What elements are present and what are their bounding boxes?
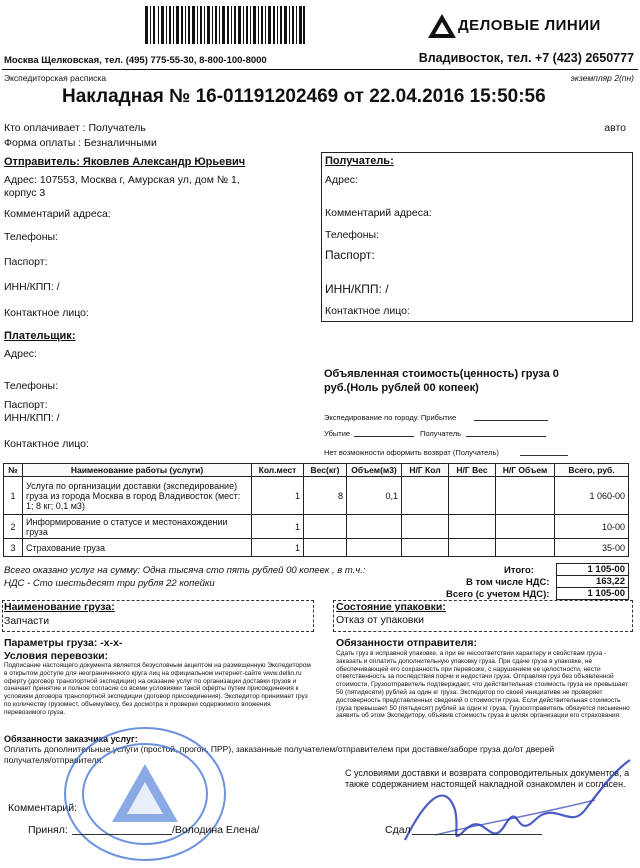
copy-note: экземпляр 2(пн) bbox=[570, 73, 634, 83]
payment-form: Форма оплаты : Безналичными bbox=[4, 137, 157, 149]
sender-inn: ИНН/КПП: / bbox=[4, 281, 60, 293]
services-table bbox=[3, 463, 629, 557]
recipient-passport: Паспорт: bbox=[325, 248, 375, 262]
transport-type: авто bbox=[604, 122, 626, 134]
payer-phones: Телефоны: bbox=[4, 380, 59, 392]
packaging-heading: Состояние упаковки: bbox=[336, 601, 446, 613]
origin-office: Москва Щелковская, тел. (495) 775-55-30, 8-800-100-8000 bbox=[4, 55, 267, 66]
recipient-heading: Получатель: bbox=[325, 155, 394, 167]
brand-name: ДЕЛОВЫЕ ЛИНИИ bbox=[458, 17, 601, 34]
client-duties-text: Оплатить дополнительные услуги (простой, прогон, ПРР), заказанные получателем/отправителем при доставке/заборе груза до/от дверей получателя/отправителя. bbox=[4, 744, 555, 765]
itogo-label: Итого: bbox=[504, 565, 534, 576]
recipient-address: Адрес: bbox=[325, 174, 358, 186]
col-header-ng-volume: Н/Г Объем bbox=[496, 464, 555, 477]
transport-conditions-text: Подписание настоящего документа является безусловным акцептом на размещенную Экспедитором в открытом доступе для неограниченного круга лиц на официальном интернет-сайте www.dellin.ru оферту (договор транспортной экспедиции) на оказание услуг по организации доставки грузов и означает принятие и полное согласие со всеми условиями такой оферты путем присоединения к условиям договора транспортной экспедиции (договор присоединения). Экспедитор принимает груз по количеству грузомест, объему/весу, без досмотра и проверки содержимого вложения перевозимого груза. bbox=[4, 662, 311, 716]
vat-in-words: НДС - Сто шестьдесят три рубля 22 копейки bbox=[4, 578, 215, 589]
sender-address: Адрес: 107553, Москва г, Амурская ул, дом № 1, корпус 3 bbox=[4, 174, 240, 199]
vat-value: 163,22 bbox=[556, 575, 629, 588]
col-header-weight: Вес(кг) bbox=[304, 464, 347, 477]
payer-inn: ИНН/КПП: / bbox=[4, 412, 60, 424]
col-header-ng-count: Н/Г Кол bbox=[402, 464, 449, 477]
sender-heading: Отправитель: Яковлев Александр Юрьевич bbox=[4, 156, 246, 168]
grand-total-label: Всего (с учетом НДС): bbox=[446, 589, 550, 600]
vat-label: В том числе НДС: bbox=[466, 577, 550, 588]
sender-contact: Контактное лицо: bbox=[4, 307, 89, 319]
payer-contact: Контактное лицо: bbox=[4, 438, 89, 450]
recipient-contact: Контактное лицо: bbox=[325, 305, 410, 317]
company-logo bbox=[428, 12, 638, 40]
departure-label: Убытие bbox=[324, 429, 351, 438]
table-header-row bbox=[4, 464, 629, 477]
departure-line bbox=[354, 436, 414, 437]
sender-duties-text: Сдать груз в исправной упаковке, а при ее несоответствии характеру и свойствам груза - заказать и оплатить дополнительную упаковку груза. При сдаче груза в упаковке, не обеспечивающей его сохранность при перевозке, с нарушением ее целостности, нести ответственность за последствия порчи и недостачи груза. Отправляя груз без объявленной стоимости, Грузоотправитель подтверждает, что действительная стоимость груза не превышает 50 (пятидесяти) рублей за один кг груза. Экспедитор по своей инициативе не проверяет достоверность представленных сведений о стоимости груза. Если действительная стоимость груза превышает 50 (пятьдесят) рублей за один кг груза, Грузоотправитель обязуется письменно заявить об этом Экспедитору, объявив стоимость груза в целях организации его страхования. bbox=[336, 650, 630, 720]
header-rule bbox=[2, 69, 638, 70]
col-header-places: Кол.мест bbox=[252, 464, 304, 477]
col-header-ng-weight: Н/Г Вес bbox=[449, 464, 496, 477]
barcode bbox=[145, 6, 305, 44]
sender-phones: Телефоны: bbox=[4, 231, 59, 243]
sender-duties-heading: Обязанности отправителя: bbox=[336, 637, 477, 649]
receiver-line bbox=[466, 436, 546, 437]
invoice-title: Накладная № 16-01191202469 от 22.04.2016 15:50:56 bbox=[62, 86, 546, 107]
col-header-number: № bbox=[4, 464, 23, 477]
table-row: 2 Информирование о статусе и местонахождении груза 1 10-00 bbox=[4, 515, 629, 539]
transport-conditions-heading: Условия перевозки: bbox=[4, 650, 109, 662]
sender-comment: Комментарий адреса: bbox=[4, 208, 111, 220]
accepted-by: /Володина Елена/ bbox=[172, 824, 260, 836]
comment-label: Комментарий: bbox=[8, 802, 78, 814]
receiver-label: Получатель bbox=[420, 429, 461, 438]
grand-total-value: 1 105-00 bbox=[556, 587, 629, 600]
payer-heading: Плательщик: bbox=[4, 330, 76, 342]
recipient-comment: Комментарий адреса: bbox=[325, 207, 432, 219]
col-header-total: Всего, руб. bbox=[555, 464, 629, 477]
recipient-inn: ИНН/КПП: / bbox=[325, 282, 389, 296]
table-row: 1 Услуга по организации доставки (экспедирование) груза из города Москва в город Владивосток (мест: 1; 8 кг; 0,1 м3) 1 8 0,1 1 060-00 bbox=[4, 477, 629, 515]
cargo-name: Запчасти bbox=[4, 615, 50, 627]
cargo-name-heading: Наименование груза: bbox=[4, 601, 115, 613]
expedition-arrival: Экспедирование по городу. Прибытие bbox=[324, 413, 457, 422]
who-pays: Кто оплачивает : Получатель bbox=[4, 122, 146, 134]
packaging-state: Отказ от упаковки bbox=[336, 614, 424, 626]
return-line bbox=[520, 455, 568, 456]
company-stamp bbox=[60, 712, 230, 862]
signature bbox=[395, 740, 635, 865]
table-row: 3 Страхование груза 1 35-00 bbox=[4, 539, 629, 557]
col-header-name: Наименование работы (услуги) bbox=[23, 464, 252, 477]
sender-passport: Паспорт: bbox=[4, 256, 48, 268]
accepted-label: Принял: bbox=[28, 824, 68, 836]
doc-type: Экспедиторская расписка bbox=[4, 73, 107, 83]
accepted-line bbox=[72, 834, 172, 835]
destination-office: Владивосток, тел. +7 (423) 2650777 bbox=[418, 51, 634, 65]
arrival-line bbox=[474, 420, 548, 421]
payer-address: Адрес: bbox=[4, 348, 37, 360]
client-duties-heading: Обязанности заказчика услуг: bbox=[4, 734, 138, 744]
logo-triangle-icon bbox=[428, 14, 456, 38]
handed-line bbox=[412, 834, 542, 835]
handed-label: Сдал bbox=[385, 824, 411, 836]
itogo-value: 1 105-00 bbox=[556, 563, 629, 576]
cargo-params: Параметры груза: -х-х- bbox=[4, 637, 123, 649]
declared-value: Объявленная стоимость(ценность) груза 0 руб.(Ноль рублей 00 копеек) bbox=[324, 368, 559, 394]
col-header-volume: Объем(м3) bbox=[347, 464, 402, 477]
return-note: Нет возможности оформить возврат (Получатель) bbox=[324, 448, 499, 457]
payer-passport: Паспорт: bbox=[4, 399, 48, 411]
total-in-words: Всего оказано услуг на сумму: Одна тысяча сто пять рублей 00 копеек , в т.ч.: bbox=[4, 565, 366, 576]
agreement-text: С условиями доставки и возврата сопроводительных документов, а также содержанием настоящей накладной ознакомлен и согласен. bbox=[345, 768, 630, 789]
recipient-phones: Телефоны: bbox=[325, 229, 380, 241]
